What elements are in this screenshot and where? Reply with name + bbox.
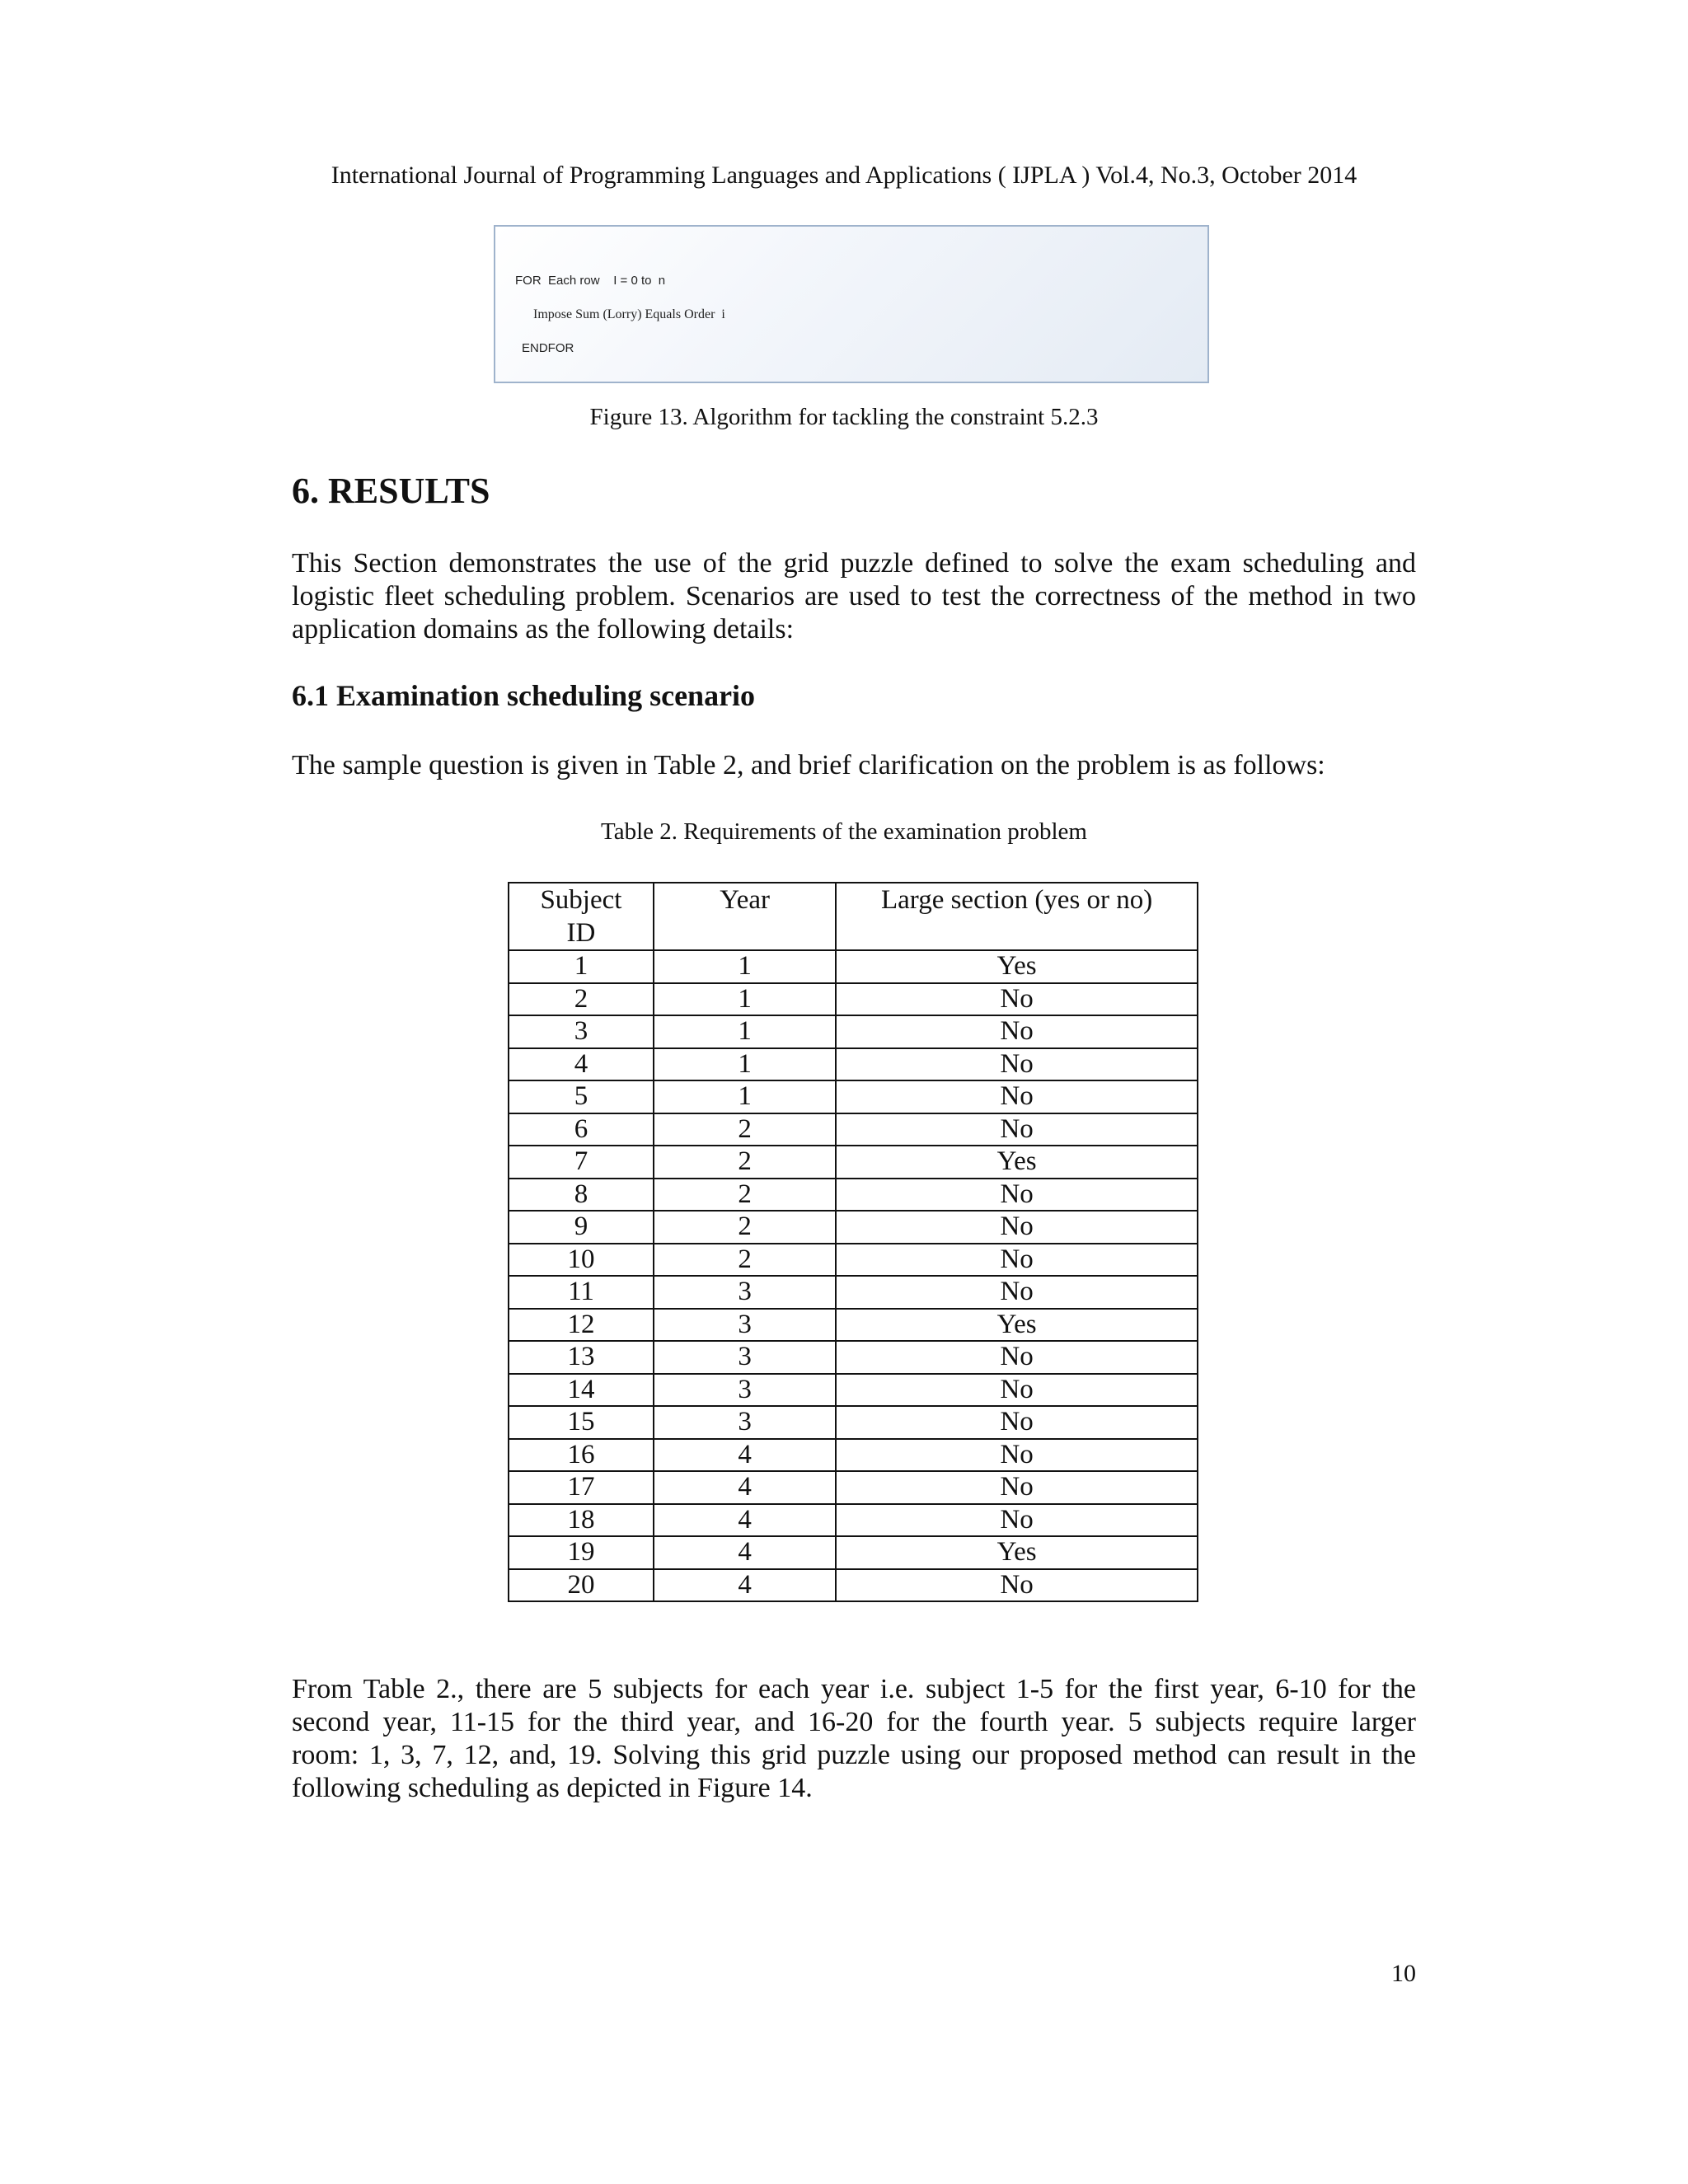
cell-large-section: No <box>836 1504 1198 1537</box>
cell-subject-id: 7 <box>509 1146 654 1179</box>
cell-year: 2 <box>654 1211 836 1244</box>
subsection-heading: 6.1 Examination scheduling scenario <box>292 679 756 712</box>
cell-subject-id: 13 <box>509 1341 654 1374</box>
cell-year: 3 <box>654 1406 836 1439</box>
cell-large-section: No <box>836 1569 1198 1602</box>
header-large-section: Large section (yes or no) <box>836 883 1198 950</box>
cell-year: 1 <box>654 1048 836 1081</box>
cell-year: 1 <box>654 983 836 1016</box>
table-row <box>509 1146 1198 1179</box>
cell-subject-id: 17 <box>509 1471 654 1504</box>
table-body <box>509 950 1198 1601</box>
algorithm-line-impose: Impose Sum (Lorry) Equals Order i <box>533 307 725 321</box>
cell-subject-id: 16 <box>509 1439 654 1472</box>
cell-year: 4 <box>654 1471 836 1504</box>
table-row <box>509 1406 1198 1439</box>
header-subject-id: Subject ID <box>509 883 654 950</box>
section-paragraph-line: This Section demonstrates the use of the grid puzzle defined to solve the exam scheduling and <box>292 548 1416 579</box>
table-header-row <box>509 883 1198 950</box>
cell-year: 3 <box>654 1374 836 1407</box>
table-row <box>509 1569 1198 1602</box>
cell-large-section: Yes <box>836 950 1198 983</box>
cell-large-section: No <box>836 983 1198 1016</box>
cell-year: 4 <box>654 1569 836 1602</box>
closing-paragraph-line: following scheduling as depicted in Figure 14. <box>292 1773 813 1803</box>
closing-paragraph-line: room: 1, 3, 7, 12, and, 19. Solving this grid puzzle using our proposed method can result in the <box>292 1740 1416 1770</box>
running-header: International Journal of Programming Languages and Applications ( IJPLA ) Vol.4, No.3, October 2014 <box>331 162 1357 189</box>
closing-paragraph-line: From Table 2., there are 5 subjects for each year i.e. subject 1-5 for the first year, 6-10 for the <box>292 1674 1416 1704</box>
cell-large-section: No <box>836 1080 1198 1113</box>
figure-caption: Figure 13. Algorithm for tackling the constraint 5.2.3 <box>589 404 1099 430</box>
cell-large-section: No <box>836 1048 1198 1081</box>
cell-large-section: No <box>836 1439 1198 1472</box>
cell-subject-id: 6 <box>509 1113 654 1146</box>
table-row <box>509 1080 1198 1113</box>
header-year: Year <box>654 883 836 950</box>
table-row <box>509 1276 1198 1309</box>
table-row <box>509 1309 1198 1342</box>
cell-year: 2 <box>654 1244 836 1277</box>
cell-year: 3 <box>654 1309 836 1342</box>
cell-large-section: No <box>836 1341 1198 1374</box>
section-paragraph <box>292 547 1416 646</box>
algorithm-line-for: FOR Each row I = 0 to n <box>515 274 666 288</box>
cell-subject-id: 5 <box>509 1080 654 1113</box>
subsection-intro: The sample question is given in Table 2, and brief clarification on the problem is as follows: <box>292 750 1325 780</box>
cell-large-section: Yes <box>836 1536 1198 1569</box>
cell-large-section: No <box>836 1406 1198 1439</box>
cell-year: 2 <box>654 1113 836 1146</box>
cell-year: 4 <box>654 1536 836 1569</box>
cell-large-section: No <box>836 1211 1198 1244</box>
cell-subject-id: 11 <box>509 1276 654 1309</box>
cell-large-section: Yes <box>836 1146 1198 1179</box>
table-row <box>509 1179 1198 1212</box>
section-paragraph-line: application domains as the following details: <box>292 614 795 644</box>
cell-large-section: No <box>836 1471 1198 1504</box>
table-row <box>509 1211 1198 1244</box>
cell-subject-id: 12 <box>509 1309 654 1342</box>
cell-year: 2 <box>654 1146 836 1179</box>
table-row <box>509 1439 1198 1472</box>
cell-subject-id: 3 <box>509 1015 654 1048</box>
closing-paragraph-line: second year, 11-15 for the third year, and 16-20 for the fourth year. 5 subjects require larger <box>292 1707 1416 1737</box>
cell-subject-id: 15 <box>509 1406 654 1439</box>
section-paragraph-line: logistic fleet scheduling problem. Scenarios are used to test the correctness of the method in two <box>292 581 1416 612</box>
cell-large-section: No <box>836 1113 1198 1146</box>
cell-subject-id: 9 <box>509 1211 654 1244</box>
cell-year: 3 <box>654 1276 836 1309</box>
cell-year: 1 <box>654 950 836 983</box>
table-row <box>509 1015 1198 1048</box>
table-row <box>509 1471 1198 1504</box>
cell-year: 2 <box>654 1179 836 1212</box>
cell-subject-id: 10 <box>509 1244 654 1277</box>
cell-subject-id: 4 <box>509 1048 654 1081</box>
table-row <box>509 1341 1198 1374</box>
cell-subject-id: 14 <box>509 1374 654 1407</box>
cell-subject-id: 2 <box>509 983 654 1016</box>
cell-large-section: No <box>836 1374 1198 1407</box>
cell-year: 3 <box>654 1341 836 1374</box>
section-heading: 6. RESULTS <box>292 471 490 511</box>
table-row <box>509 1504 1198 1537</box>
algorithm-line-endfor: ENDFOR <box>522 341 574 355</box>
cell-year: 4 <box>654 1439 836 1472</box>
algorithm-box <box>494 225 1209 383</box>
cell-large-section: No <box>836 1179 1198 1212</box>
table-row <box>509 1536 1198 1569</box>
cell-subject-id: 1 <box>509 950 654 983</box>
closing-paragraph <box>292 1673 1416 1805</box>
requirements-table <box>508 882 1198 1602</box>
cell-large-section: No <box>836 1276 1198 1309</box>
cell-subject-id: 18 <box>509 1504 654 1537</box>
cell-large-section: Yes <box>836 1309 1198 1342</box>
table-row <box>509 1374 1198 1407</box>
table-caption: Table 2. Requirements of the examination problem <box>601 818 1087 845</box>
cell-large-section: No <box>836 1244 1198 1277</box>
table-row <box>509 1244 1198 1277</box>
cell-subject-id: 8 <box>509 1179 654 1212</box>
cell-year: 4 <box>654 1504 836 1537</box>
cell-subject-id: 19 <box>509 1536 654 1569</box>
cell-year: 1 <box>654 1015 836 1048</box>
page-number: 10 <box>1391 1960 1416 1987</box>
table-row <box>509 950 1198 983</box>
cell-subject-id: 20 <box>509 1569 654 1602</box>
table-row <box>509 1048 1198 1081</box>
table-row <box>509 983 1198 1016</box>
cell-year: 1 <box>654 1080 836 1113</box>
table-row <box>509 1113 1198 1146</box>
cell-large-section: No <box>836 1015 1198 1048</box>
